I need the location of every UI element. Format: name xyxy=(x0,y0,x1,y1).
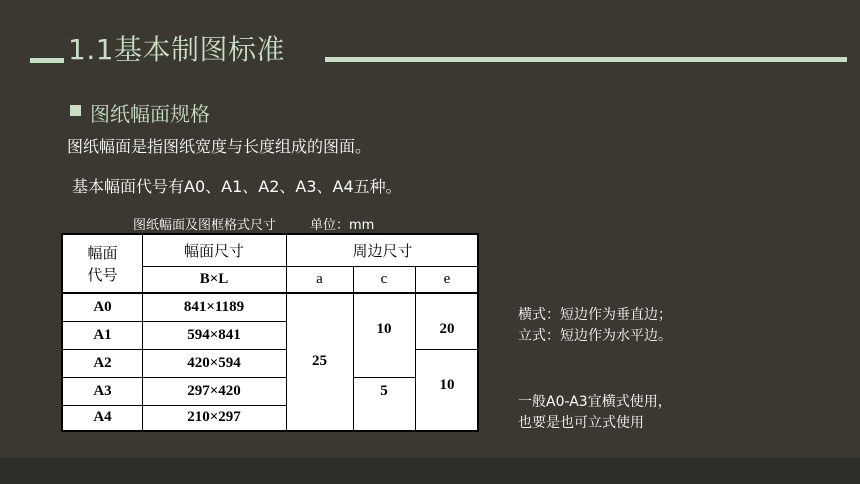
margin-e-large: 20 xyxy=(439,321,455,337)
subheader-e: e xyxy=(443,271,451,287)
paper-size-table xyxy=(61,233,479,432)
title-rule-right xyxy=(325,57,847,62)
header-code: 幅面 代号 xyxy=(87,244,118,284)
grid-line xyxy=(63,405,286,406)
margin-a-value: 25 xyxy=(312,353,327,369)
row-code: A1 xyxy=(93,326,112,343)
grid-line xyxy=(415,266,416,430)
row-code: A0 xyxy=(93,298,112,315)
subheader-size: B×L xyxy=(199,271,229,287)
orientation-note xyxy=(518,305,672,347)
row-size: 594×841 xyxy=(187,326,241,343)
margin-c-small: 5 xyxy=(380,383,388,399)
grid-line xyxy=(142,266,479,267)
title-rule-left xyxy=(30,58,64,63)
grid-line xyxy=(353,377,415,378)
table-caption-text: 图纸幅面及图框格式尺寸 xyxy=(133,218,277,233)
row-size: 297×420 xyxy=(187,382,241,399)
grid-line xyxy=(63,321,286,322)
page-title: 1.1基本制图标准 xyxy=(68,33,286,66)
header-size: 幅面尺寸 xyxy=(183,242,244,260)
orientation-note-landscape: 横式：短边作为垂直边； xyxy=(518,307,672,323)
row-size: 841×1189 xyxy=(183,298,245,315)
orientation-note-portrait: 立式：短边作为水平边。 xyxy=(518,328,672,344)
usage-note-line1: 一般A0-A3宜横式使用， xyxy=(518,394,672,410)
margin-e-small: 10 xyxy=(439,377,455,393)
section-heading: 图纸幅面规格 xyxy=(90,102,210,126)
margin-c-large: 10 xyxy=(376,321,392,337)
row-code: A3 xyxy=(93,382,112,399)
header-margin: 周边尺寸 xyxy=(352,242,413,260)
table-unit: 单位：mm xyxy=(310,218,375,233)
table-caption xyxy=(133,214,374,233)
grid-line xyxy=(142,235,143,430)
subheader-c: c xyxy=(380,271,388,287)
usage-note-line2: 也要是也可立式使用 xyxy=(518,415,644,431)
row-size: 210×297 xyxy=(187,409,241,425)
grid-line xyxy=(415,349,479,350)
grid-line xyxy=(353,266,354,430)
grid-line xyxy=(286,235,287,430)
bullet-square-icon xyxy=(70,105,81,116)
grid-line xyxy=(63,377,286,378)
usage-note xyxy=(518,392,672,434)
footer-bar xyxy=(0,458,860,484)
grid-line xyxy=(63,292,479,294)
paragraph-sizes: 基本幅面代号有A0、A1、A2、A3、A4五种。 xyxy=(72,177,402,196)
paragraph-definition: 图纸幅面是指图纸宽度与长度组成的图面。 xyxy=(67,137,372,156)
row-code: A4 xyxy=(93,409,112,425)
row-size: 420×594 xyxy=(187,354,241,371)
subheader-a: a xyxy=(316,271,323,287)
grid-line xyxy=(63,349,286,350)
row-code: A2 xyxy=(93,354,112,371)
